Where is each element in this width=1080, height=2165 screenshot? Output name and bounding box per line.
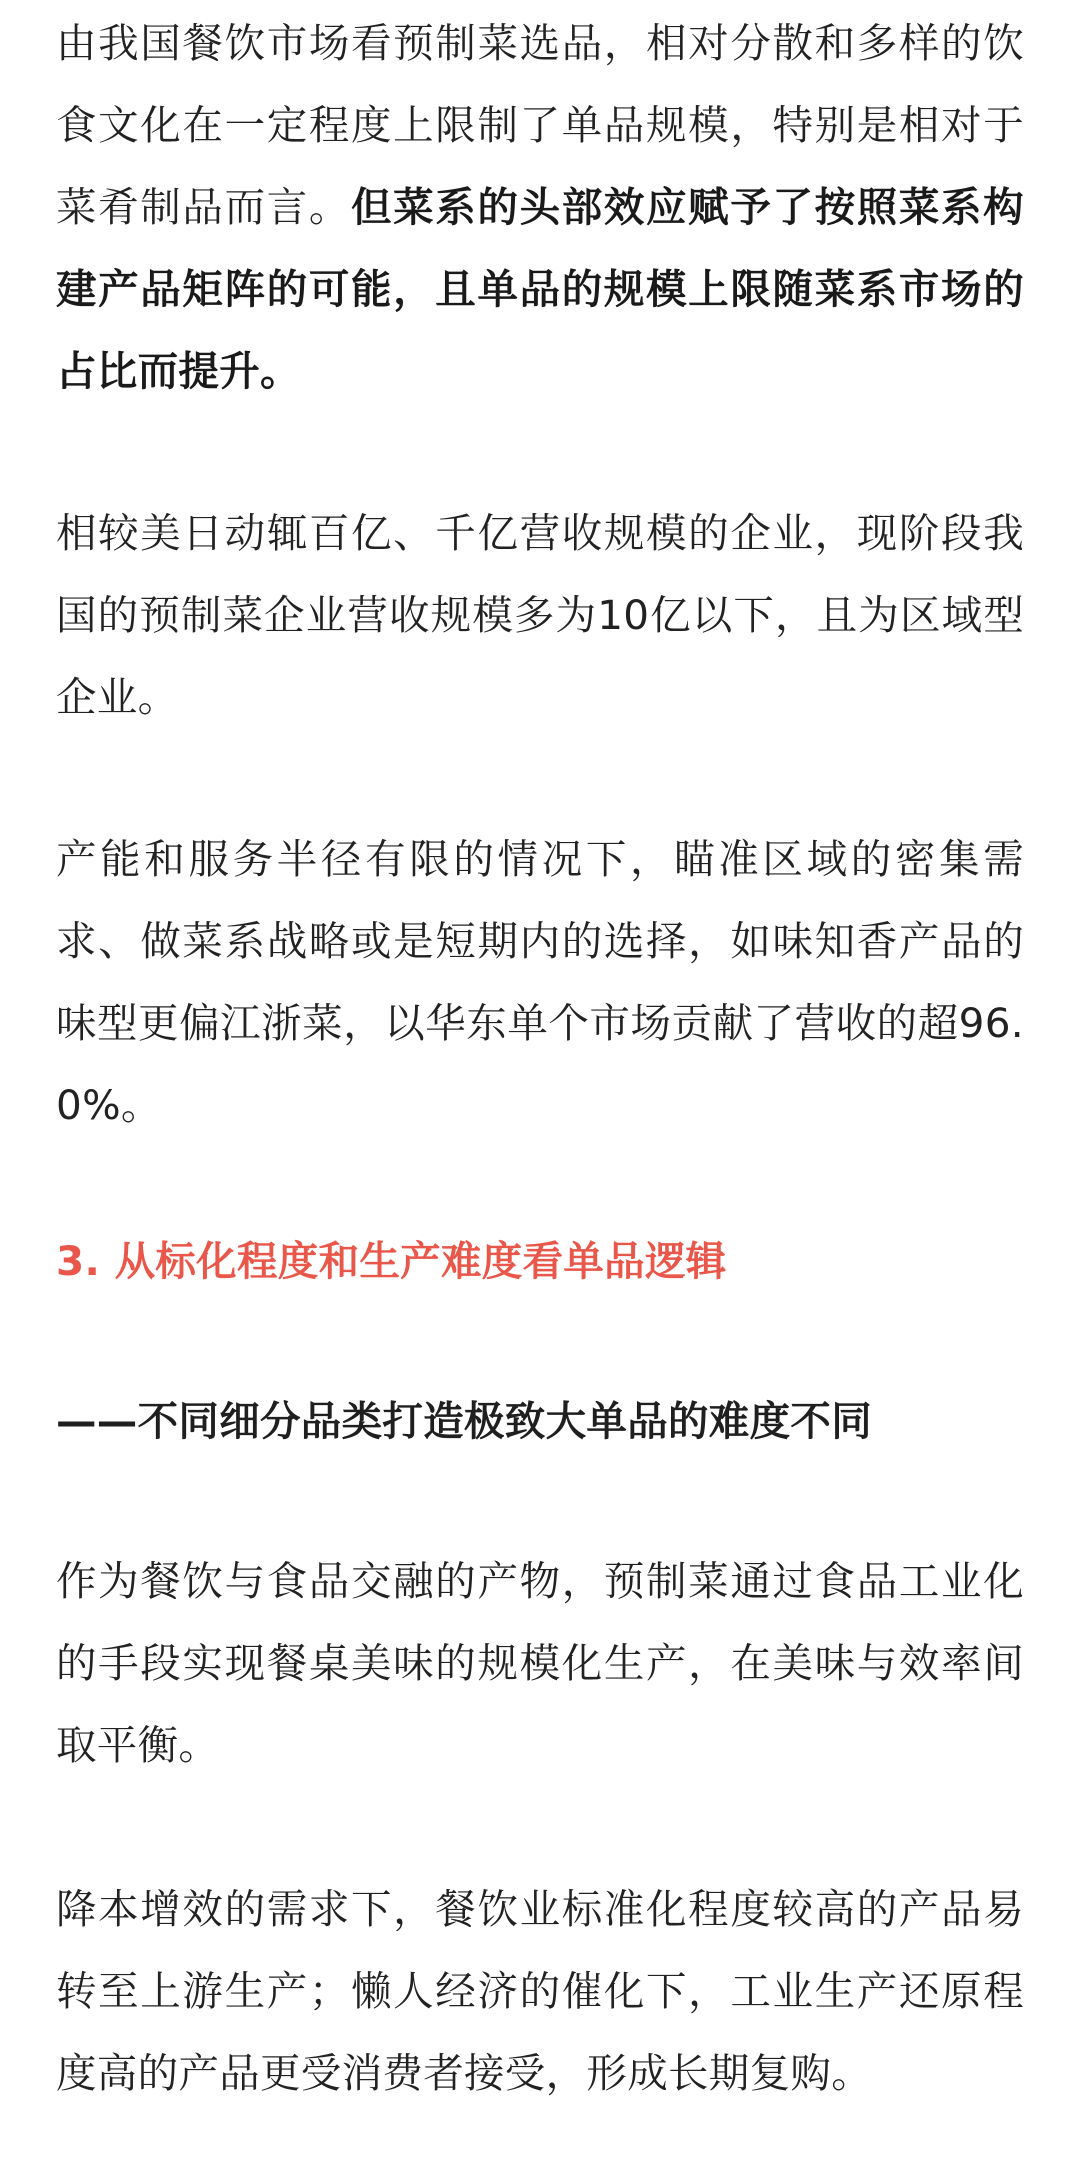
sub-heading: ——不同细分品类打造极致大单品的难度不同 <box>56 1397 872 1445</box>
section-heading: 3. 从标化程度和生产难度看单品逻辑 <box>56 1237 727 1285</box>
paragraph-regional-strategy: 产能和服务半径有限的情况下，瞄准区域的密集需求、做菜系战略或是短期内的选择，如味知香产品的味型更偏江浙菜，以华东单个市场贡献了营收的超96.0%。 <box>56 835 1024 1129</box>
paragraph-food-industrialization: 作为餐饮与食品交融的产物，预制菜通过食品工业化的手段实现餐桌美味的规模化生产，在美味与效率间取平衡。 <box>56 1557 1024 1769</box>
paragraph-revenue-scale: 相较美日动辄百亿、千亿营收规模的企业，现阶段我国的预制菜企业营收规模多为10亿以下，且为区域型企业。 <box>56 509 1024 721</box>
paragraph-text: 由我国餐饮市场看预制菜选品，相对分散和多样的饮食文化在一定程度上限制了单品规模，特别是相对于菜肴制品而言。 <box>56 19 1024 231</box>
paragraph-cost-efficiency: 降本增效的需求下，餐饮业标准化程度较高的产品易转至上游生产；懒人经济的催化下，工业生产还原程度高的产品更受消费者接受，形成长期复购。 <box>56 1885 1024 2097</box>
paragraph-catering-market <box>56 2 1024 412</box>
paragraph-bold-text: 但菜系的头部效应赋予了按照菜系构建产品矩阵的可能，且单品的规模上限随菜系市场的占比而提升。 <box>56 183 1024 395</box>
